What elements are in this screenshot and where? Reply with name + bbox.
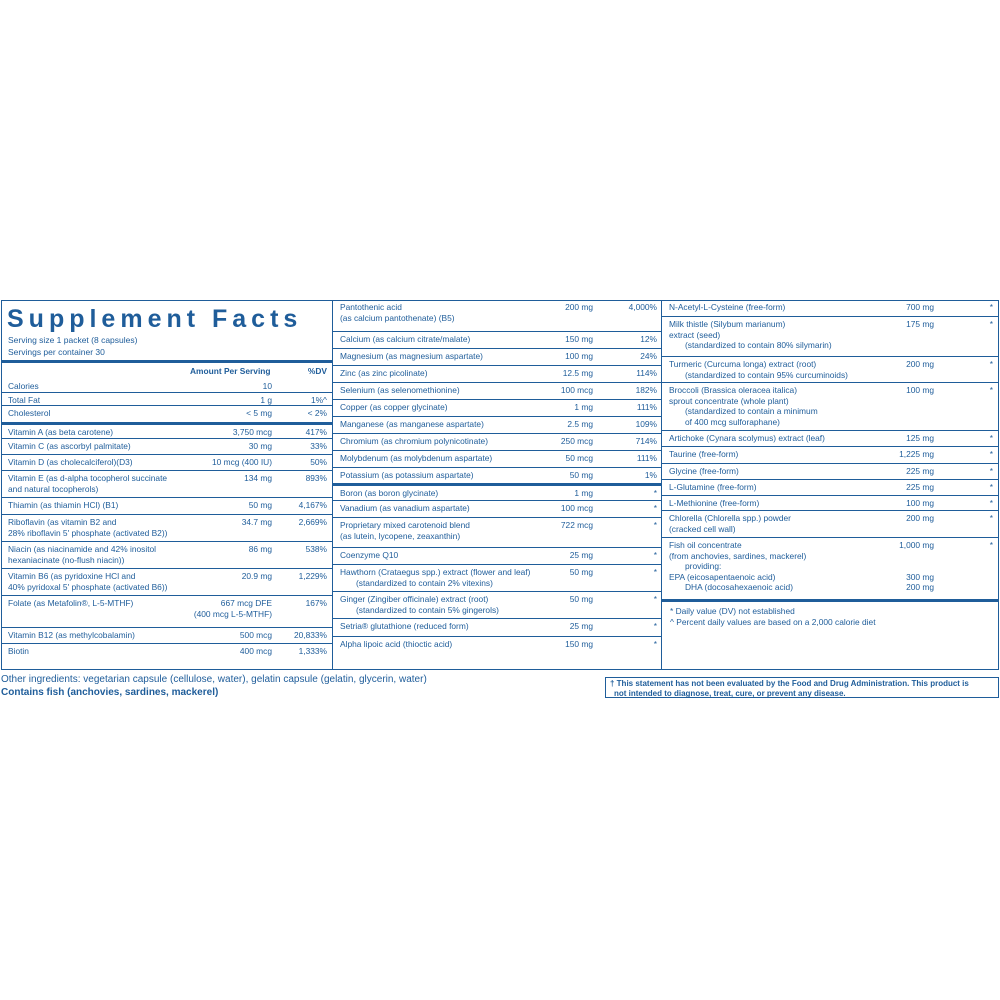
nutrient-dv: *	[989, 482, 993, 492]
nutrient-dv: 167%	[305, 598, 327, 608]
nutrient-row	[333, 433, 661, 450]
nutrient-amount: 150 mg	[565, 639, 593, 649]
nutrient-dv: 4,000%	[628, 302, 657, 312]
nutrient-amount: 50 mg	[569, 470, 593, 480]
nutrient-name: Vitamin E (as d-alpha tocopherol succinate	[8, 473, 168, 483]
header-dv: %DV	[307, 366, 327, 376]
nutrient-amount: 50 mg	[569, 594, 593, 604]
nutrient-dv: *	[653, 550, 657, 560]
other-ingredients: Other ingredients: vegetarian capsule (cellulose, water), gelatin capsule (gelatin, glycerin, water)	[1, 674, 427, 685]
nutrient-dv: 1%^	[310, 395, 327, 405]
nutrient-detail: extract (seed)	[669, 329, 721, 340]
nutrient-amount: 200 mg	[565, 302, 593, 312]
nutrient-dv: 20,833%	[293, 630, 327, 640]
nutrient-row	[1, 454, 332, 470]
nutrient-dv: 2,669%	[298, 517, 327, 527]
nutrient-row	[1, 422, 332, 438]
nutrient-row	[662, 479, 999, 495]
nutrient-row	[662, 300, 999, 316]
nutrient-row	[333, 591, 661, 618]
nutrient-name: Biotin	[8, 646, 29, 656]
nutrient-row	[1, 627, 332, 643]
nutrient-row	[1, 514, 332, 541]
facts-column-3	[662, 300, 999, 670]
nutrient-list-1	[1, 379, 332, 659]
nutrient-amount: 1,000 mg	[899, 540, 934, 550]
nutrient-dv: *	[989, 319, 993, 329]
nutrient-dv: *	[653, 621, 657, 631]
nutrient-detail: (as calcium pantothenate) (B5)	[340, 312, 455, 323]
dha-amount: 200 mg	[906, 582, 934, 592]
nutrient-amount: 100 mcg	[560, 385, 593, 395]
nutrient-row	[333, 618, 661, 636]
percent-footnote: ^ Percent daily values are based on a 2,000 calorie diet	[670, 617, 876, 627]
nutrient-dv: 109%	[635, 419, 657, 429]
nutrient-row	[333, 300, 661, 331]
nutrient-dv: 50%	[310, 457, 327, 467]
nutrient-dv: *	[989, 466, 993, 476]
facts-column-2	[333, 300, 662, 670]
servings-per-container: Servings per container 30	[8, 347, 105, 357]
nutrient-dv: 1%	[644, 470, 657, 480]
nutrient-dv: *	[653, 503, 657, 513]
nutrient-name: Magnesium (as magnesium aspartate)	[340, 351, 483, 361]
nutrient-amount: 50 mcg	[565, 453, 593, 463]
nutrient-row	[1, 438, 332, 454]
nutrient-row	[1, 392, 332, 405]
nutrient-name: Alpha lipoic acid (thioctic acid)	[340, 639, 453, 649]
dv-footnote: * Daily value (DV) not established	[670, 606, 795, 616]
nutrient-amount: 10	[262, 381, 272, 391]
nutrient-amount: 20.9 mg	[241, 571, 272, 581]
nutrient-row	[333, 547, 661, 564]
nutrient-name: Vitamin A (as beta carotene)	[8, 427, 114, 437]
nutrient-name: Total Fat	[8, 395, 41, 405]
nutrient-row	[1, 405, 332, 422]
nutrient-amount: 134 mg	[244, 473, 272, 483]
nutrient-dv: 417%	[305, 427, 327, 437]
nutrient-row	[662, 495, 999, 510]
nutrient-row	[333, 348, 661, 365]
nutrient-row	[333, 517, 661, 547]
nutrient-row	[662, 430, 999, 446]
nutrient-list-2	[333, 300, 661, 654]
nutrient-row	[1, 470, 332, 497]
nutrient-amount: 1 mg	[574, 402, 593, 412]
nutrient-dv: *	[989, 449, 993, 459]
nutrient-detail: (from anchovies, sardines, mackerel)	[669, 550, 807, 561]
nutrient-name: L-Methionine (free-form)	[669, 498, 760, 508]
nutrient-name: Riboflavin (as vitamin B2 and	[8, 517, 117, 527]
nutrient-dv: *	[989, 302, 993, 312]
nutrient-amount: 125 mg	[906, 433, 934, 443]
nutrient-row	[1, 541, 332, 568]
nutrient-dv: 1,333%	[298, 646, 327, 656]
nutrient-detail: (as lutein, lycopene, zeaxanthin)	[340, 530, 461, 541]
nutrient-amount: 225 mg	[906, 466, 934, 476]
nutrient-row	[333, 467, 661, 483]
nutrient-amount: 150 mg	[565, 334, 593, 344]
disclaimer-line-2: not intended to diagnose, treat, cure, or prevent any disease.	[614, 688, 846, 698]
nutrient-row	[333, 450, 661, 467]
nutrient-detail: EPA (eicosapentaenoic acid)	[669, 571, 776, 582]
nutrient-dv: *	[989, 540, 993, 550]
nutrient-detail: hexaniacinate (no-flush niacin))	[8, 554, 125, 565]
nutrient-amount: 722 mcg	[560, 520, 593, 530]
nutrient-amount: 100 mg	[565, 351, 593, 361]
nutrient-detail: 40% pyridoxal 5' phosphate (activated B6))	[8, 581, 168, 592]
nutrient-detail: DHA (docosahexaenoic acid)	[685, 582, 794, 592]
nutrient-detail: (standardized to contain 95% curcuminoids)	[685, 369, 848, 380]
epa-amount: 300 mg	[906, 571, 934, 582]
nutrient-amount: 25 mg	[569, 621, 593, 631]
footnotes	[662, 599, 999, 628]
nutrient-name: Copper (as copper glycinate)	[340, 402, 448, 412]
nutrient-row	[333, 416, 661, 433]
nutrient-amount: 100 mcg	[560, 503, 593, 513]
nutrient-name: Zinc (as zinc picolinate)	[340, 368, 428, 378]
nutrient-row	[333, 483, 661, 500]
nutrient-dv: *	[653, 520, 657, 530]
nutrient-amount: 200 mg	[906, 359, 934, 369]
panel-title: Supplement Facts	[7, 305, 303, 333]
nutrient-dv: 893%	[305, 473, 327, 483]
nutrient-dv: *	[989, 513, 993, 523]
nutrient-amount: 1 g	[260, 395, 272, 405]
nutrient-amount: 30 mg	[248, 441, 272, 451]
fda-disclaimer	[605, 677, 999, 698]
nutrient-amount: 1,225 mg	[899, 449, 934, 459]
nutrient-name: Boron (as boron glycinate)	[340, 488, 439, 498]
nutrient-amount: 86 mg	[248, 544, 272, 554]
nutrient-name: Vitamin D (as cholecalciferol)(D3)	[8, 457, 133, 467]
nutrient-name: Broccoli (Brassica oleracea italica)	[669, 385, 797, 395]
nutrient-name: Glycine (free-form)	[669, 466, 739, 476]
nutrient-dv: 24%	[640, 351, 657, 361]
nutrient-dv: *	[989, 433, 993, 443]
nutrient-name: Folate (as Metafolin®, L-5-MTHF)	[8, 598, 134, 608]
nutrient-row	[662, 446, 999, 463]
nutrient-amount: < 5 mg	[246, 408, 272, 418]
nutrient-amount: 100 mg	[906, 498, 934, 508]
nutrient-dv: < 2%	[307, 408, 327, 418]
nutrient-name: L-Glutamine (free-form)	[669, 482, 757, 492]
nutrient-name: Calories	[8, 381, 39, 391]
nutrient-row	[662, 463, 999, 479]
nutrient-name: Taurine (free-form)	[669, 449, 739, 459]
nutrient-amount: 2.5 mg	[567, 419, 593, 429]
nutrient-name: Vitamin B6 (as pyridoxine HCl and	[8, 571, 136, 581]
nutrient-detail: providing:	[685, 561, 722, 571]
nutrient-detail: (standardized to contain 2% vitexins)	[356, 577, 493, 588]
nutrient-row	[333, 382, 661, 399]
nutrient-name: Calcium (as calcium citrate/malate)	[340, 334, 471, 344]
nutrient-dv: *	[653, 488, 657, 498]
serving-size: Serving size 1 packet (8 capsules)	[8, 335, 138, 345]
nutrient-row	[333, 636, 661, 654]
nutrient-amount: 12.5 mg	[562, 368, 593, 378]
nutrient-dv: 538%	[305, 544, 327, 554]
nutrient-dv: 1,229%	[298, 571, 327, 581]
nutrient-dv: 12%	[640, 334, 657, 344]
nutrient-dv: 4,167%	[298, 500, 327, 510]
nutrient-name: Setria® glutathione (reduced form)	[340, 621, 469, 631]
nutrient-amount: 667 mcg DFE	[220, 598, 272, 608]
nutrient-amount: 175 mg	[906, 319, 934, 329]
nutrient-name: Proprietary mixed carotenoid blend	[340, 520, 470, 530]
nutrient-detail: (standardized to contain a minimum	[685, 406, 818, 416]
allergen-statement: Contains fish (anchovies, sardines, mackerel)	[1, 687, 219, 698]
nutrient-amount: 3,750 mcg	[232, 427, 272, 437]
nutrient-row	[1, 497, 332, 514]
nutrient-dv: *	[989, 359, 993, 369]
nutrient-name: Chlorella (Chlorella spp.) powder	[669, 513, 791, 523]
nutrient-dv: 33%	[310, 441, 327, 451]
nutrient-name: Fish oil concentrate	[669, 540, 742, 550]
nutrient-row	[662, 537, 999, 599]
nutrient-detail: sprout concentrate (whole plant)	[669, 395, 789, 406]
nutrient-dv: 714%	[635, 436, 657, 446]
nutrient-name: N-Acetyl-L-Cysteine (free-form)	[669, 302, 786, 312]
nutrient-dv: *	[989, 498, 993, 508]
header-amount: Amount Per Serving	[190, 366, 271, 376]
nutrient-amount: 100 mg	[906, 385, 934, 395]
nutrient-amount: 500 mcg	[239, 630, 272, 640]
column-header	[1, 360, 332, 379]
nutrient-list-3	[662, 300, 999, 599]
nutrient-detail: 28% riboflavin 5' phosphate (activated B2))	[8, 527, 168, 538]
other-ingredients-block	[1, 673, 427, 699]
nutrient-name: Niacin (as niacinamide and 42% inositol	[8, 544, 157, 554]
disclaimer-line-1: † This statement has not been evaluated by the Food and Drug Administration. This product is	[610, 679, 969, 688]
nutrient-amount: 250 mcg	[560, 436, 593, 446]
nutrient-dv: *	[989, 385, 993, 395]
nutrient-amount: 50 mg	[569, 567, 593, 577]
nutrient-amount: 10 mcg (400 IU)	[211, 457, 272, 467]
nutrient-detail: (cracked cell wall)	[669, 523, 736, 534]
nutrient-dv: *	[653, 567, 657, 577]
nutrient-name: Molybdenum (as molybdenum aspartate)	[340, 453, 493, 463]
nutrient-detail: (standardized to contain 5% gingerols)	[356, 604, 499, 615]
nutrient-name: Milk thistle (Silybum marianum)	[669, 319, 786, 329]
nutrient-row	[662, 316, 999, 356]
nutrient-dv: *	[653, 639, 657, 649]
nutrient-row	[1, 379, 332, 392]
nutrient-name: Coenzyme Q10	[340, 550, 399, 560]
nutrient-dv: 111%	[636, 402, 657, 412]
nutrient-row	[662, 356, 999, 382]
nutrient-name: Thiamin (as thiamin HCl) (B1)	[8, 500, 119, 510]
nutrient-row	[1, 568, 332, 595]
nutrient-amount: 225 mg	[906, 482, 934, 492]
nutrient-dv: 111%	[636, 453, 657, 463]
nutrient-amount: 50 mg	[248, 500, 272, 510]
nutrient-name: Vanadium (as vanadium aspartate)	[340, 503, 470, 513]
nutrient-name: Pantothenic acid	[340, 302, 402, 312]
nutrient-amount: 25 mg	[569, 550, 593, 560]
nutrient-name: Manganese (as manganese aspartate)	[340, 419, 484, 429]
nutrient-name: Ginger (Zingiber officinale) extract (root)	[340, 594, 489, 604]
nutrient-amount: 700 mg	[906, 302, 934, 312]
nutrient-row	[333, 331, 661, 348]
nutrient-name: Potassium (as potassium aspartate)	[340, 470, 474, 480]
nutrient-row	[662, 382, 999, 430]
nutrient-amount-detail: (400 mcg L-5-MTHF)	[193, 608, 272, 619]
nutrient-name: Cholesterol	[8, 408, 51, 418]
nutrient-amount: 200 mg	[906, 513, 934, 523]
nutrient-dv: 182%	[635, 385, 657, 395]
nutrient-detail: of 400 mcg sulforaphane)	[685, 416, 780, 427]
nutrient-row	[1, 595, 332, 627]
nutrient-amount: 34.7 mg	[241, 517, 272, 527]
nutrient-amount: 400 mcg	[239, 646, 272, 656]
nutrient-name: Vitamin B12 (as methylcobalamin)	[8, 630, 135, 640]
nutrient-row	[662, 510, 999, 537]
nutrient-name: Turmeric (Curcuma longa) extract (root)	[669, 359, 817, 369]
nutrient-detail: and natural tocopherols)	[8, 483, 99, 494]
nutrient-dv: 114%	[636, 368, 657, 378]
nutrient-name: Artichoke (Cynara scolymus) extract (leaf)	[669, 433, 825, 443]
nutrient-dv: *	[653, 594, 657, 604]
nutrient-row	[333, 399, 661, 416]
nutrient-row	[333, 365, 661, 382]
nutrient-name: Hawthorn (Crataegus spp.) extract (flower and leaf)	[340, 567, 531, 577]
nutrient-detail: (standardized to contain 80% silymarin)	[685, 340, 832, 350]
nutrient-row	[333, 564, 661, 591]
facts-column-1	[1, 300, 333, 670]
nutrient-row	[333, 500, 661, 517]
nutrient-amount: 1 mg	[574, 488, 593, 498]
nutrient-row	[1, 643, 332, 659]
nutrient-name: Selenium (as selenomethionine)	[340, 385, 460, 395]
nutrient-name: Chromium (as chromium polynicotinate)	[340, 436, 489, 446]
nutrient-name: Vitamin C (as ascorbyl palmitate)	[8, 441, 131, 451]
